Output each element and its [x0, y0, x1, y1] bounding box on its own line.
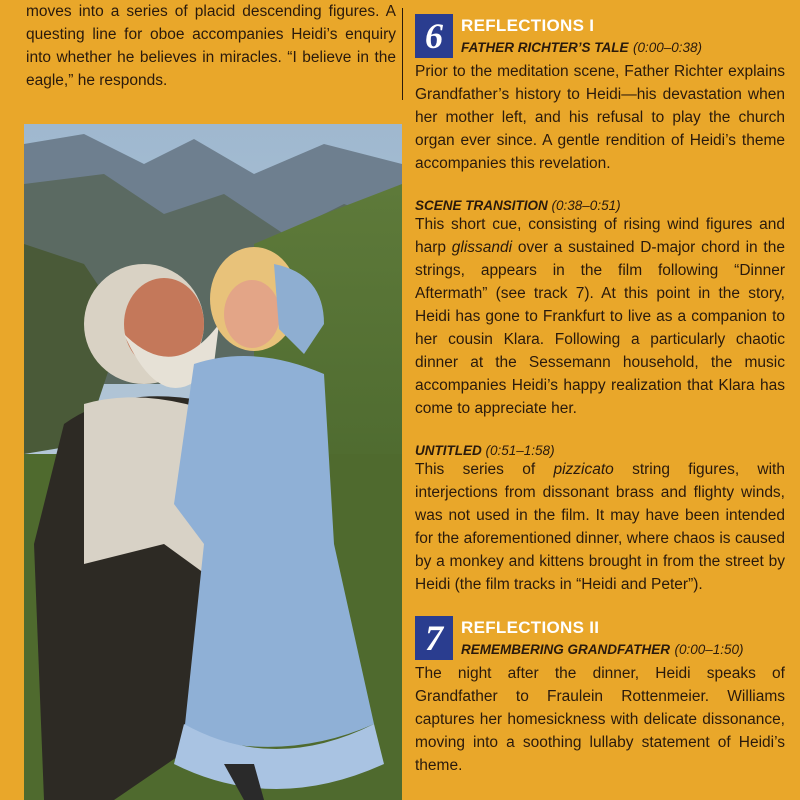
cue-title: SCENE TRANSITION	[415, 198, 548, 213]
track-title: REFLECTIONS II	[461, 618, 600, 637]
text-part-italic: glissandi	[451, 239, 513, 256]
left-column	[26, 0, 396, 92]
cue-description	[415, 213, 785, 420]
cue-title: UNTITLED	[415, 443, 482, 458]
track-number-badge: 7	[415, 616, 453, 660]
cue-description: Prior to the meditation scene, Father Richter explains Grandfather’s history to Heidi—his devastation when her mother left, and his refusal to play the church organ ever since. A gentle rendition of Heidi’s theme accompanies this revelation.	[415, 63, 785, 172]
track-number-badge: 6	[415, 14, 453, 58]
text-part: This series of	[415, 461, 554, 478]
intro-paragraph: moves into a series of placid descending figures. A questing line for oboe accompanies Heidi’s enquiry into whether he believes in miracles. “I believe in the eagle,” he responds.	[26, 3, 396, 89]
cue-heading	[415, 443, 785, 458]
track-title: REFLECTIONS I	[461, 16, 595, 35]
text-part-italic: pizzicato	[553, 461, 614, 478]
cue-time: (0:00–0:38)	[632, 40, 703, 55]
cue-description: The night after the dinner, Heidi speaks of Grandfather to Fraulein Rottenmeier. Williams captures her homesickness with delicate dissonance, moving into a soothing lullaby statement of Heidi’s theme.	[415, 665, 785, 774]
text-part: string figures, with interjections from dissonant brass and flighty winds, was not used in the film. It may have been intended for the aforementioned dinner, where chaos is caused by a monkey and kittens brought in from the street by Heidi (the film tracks in “Heidi and Peter”).	[415, 461, 785, 593]
cue-title: REMEMBERING GRANDFATHER	[461, 642, 670, 657]
cue-heading	[461, 39, 702, 57]
film-still-photo	[24, 124, 402, 800]
track-6-header	[415, 14, 785, 60]
cue-heading	[415, 198, 785, 213]
column-divider	[402, 8, 403, 100]
cue-time: (0:38–0:51)	[551, 198, 621, 213]
cue-time: (0:51–1:58)	[485, 443, 555, 458]
cue-time: (0:00–1:50)	[674, 642, 744, 657]
text-part: This short cue, consisting of rising wind figures and harp	[415, 216, 785, 256]
cue-title: FATHER RICHTER’S TALE	[461, 40, 629, 55]
right-column	[415, 0, 785, 777]
photo-illustration	[24, 124, 402, 800]
cue-heading	[461, 641, 744, 659]
cue-description	[415, 458, 785, 596]
text-part: over a sustained D-major chord in the strings, appears in the film following “Dinner Aftermath” (see track 7). At this point in the story, Heidi has gone to Frankfurt to live as a companion to her cousin Klara. Following a particularly chaotic dinner at the Sessemann household, the music accompanies Heidi’s happy realization that Klara has come to appreciate her.	[415, 239, 785, 417]
track-7-header	[415, 616, 785, 662]
